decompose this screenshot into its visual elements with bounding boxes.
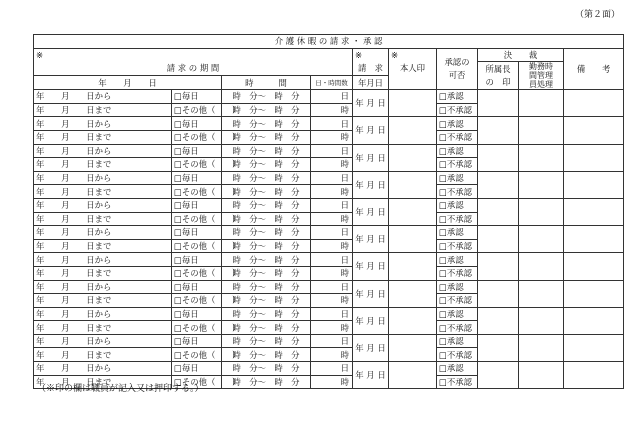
time-range-field[interactable]: 時 分～ 時 分 bbox=[222, 212, 311, 226]
hour-count-field[interactable]: 時 bbox=[311, 158, 353, 172]
time-head: 時 間 bbox=[222, 75, 311, 89]
head-seal-field[interactable] bbox=[478, 226, 519, 253]
request-row-top bbox=[34, 117, 624, 131]
to-date-field[interactable]: 年 月 日まで bbox=[34, 158, 172, 172]
other-checkbox[interactable]: □その他（ ） bbox=[172, 266, 222, 280]
request-row-top bbox=[34, 144, 624, 158]
time-range-field[interactable]: 時 分～ 時 分 bbox=[222, 362, 311, 376]
other-checkbox[interactable]: □その他（ ） bbox=[172, 321, 222, 335]
head-seal-field[interactable] bbox=[478, 117, 519, 144]
day-count-field[interactable]: 日 bbox=[311, 334, 353, 348]
time-range-field[interactable]: 時 分～ 時 分 bbox=[222, 307, 311, 321]
day-count-field[interactable]: 日 bbox=[311, 117, 353, 131]
time-range-field[interactable]: 時 分～ 時 分 bbox=[222, 226, 311, 240]
approve-checkbox[interactable]: □承認 bbox=[437, 307, 478, 321]
hour-count-field[interactable]: 時 bbox=[311, 375, 353, 389]
day-count-field[interactable]: 日 bbox=[311, 226, 353, 240]
reject-checkbox[interactable]: □不承認 bbox=[437, 239, 478, 253]
other-checkbox[interactable]: □その他（ ） bbox=[172, 375, 222, 389]
head-seal-field[interactable] bbox=[478, 144, 519, 171]
request-date-field[interactable]: 年 月 日 bbox=[353, 226, 389, 253]
from-date-field[interactable]: 年 月 日から bbox=[34, 144, 172, 158]
request-date-field[interactable]: 年 月 日 bbox=[353, 144, 389, 171]
request-row-top bbox=[34, 253, 624, 267]
reject-checkbox[interactable]: □不承認 bbox=[437, 103, 478, 117]
head-seal-field[interactable] bbox=[478, 307, 519, 334]
head-seal-field[interactable] bbox=[478, 90, 519, 117]
time-range-field[interactable]: 時 分～ 時 分 bbox=[222, 321, 311, 335]
to-date-field[interactable]: 年 月 日まで bbox=[34, 130, 172, 144]
remarks-field[interactable] bbox=[564, 117, 624, 144]
reject-checkbox[interactable]: □不承認 bbox=[437, 212, 478, 226]
req-date-head-2: 年月日 bbox=[353, 75, 389, 89]
request-row-top bbox=[34, 307, 624, 321]
self-seal-field[interactable] bbox=[389, 362, 437, 389]
count-head: 日・時間数 bbox=[311, 75, 353, 89]
request-date-field[interactable]: 年 月 日 bbox=[353, 198, 389, 225]
hour-count-field[interactable]: 時 bbox=[311, 266, 353, 280]
head-seal-field[interactable] bbox=[478, 280, 519, 307]
from-date-field[interactable]: 年 月 日から bbox=[34, 362, 172, 376]
from-date-field[interactable]: 年 月 日から bbox=[34, 90, 172, 104]
request-date-field[interactable]: 年 月 日 bbox=[353, 253, 389, 280]
remarks-field[interactable] bbox=[564, 280, 624, 307]
attendance-field[interactable] bbox=[519, 171, 564, 198]
head-seal-field[interactable] bbox=[478, 253, 519, 280]
to-date-field[interactable]: 年 月 日まで bbox=[34, 375, 172, 389]
attendance-field[interactable] bbox=[519, 253, 564, 280]
reject-checkbox[interactable]: □不承認 bbox=[437, 130, 478, 144]
decision-head: 決 裁 bbox=[478, 48, 564, 62]
self-seal-mark: ※ bbox=[389, 48, 437, 62]
to-date-field[interactable]: 年 月 日まで bbox=[34, 348, 172, 362]
other-checkbox[interactable]: □その他（ ） bbox=[172, 185, 222, 199]
self-seal-field[interactable] bbox=[389, 144, 437, 171]
to-date-field[interactable]: 年 月 日まで bbox=[34, 266, 172, 280]
day-count-field[interactable]: 日 bbox=[311, 253, 353, 267]
to-date-field[interactable]: 年 月 日まで bbox=[34, 212, 172, 226]
from-date-field[interactable]: 年 月 日から bbox=[34, 253, 172, 267]
approval-head-1: 承認の bbox=[444, 56, 470, 67]
remarks-field[interactable] bbox=[564, 90, 624, 117]
daily-checkbox[interactable]: □毎日 bbox=[172, 362, 222, 376]
approve-checkbox[interactable]: □承認 bbox=[437, 334, 478, 348]
to-date-field[interactable]: 年 月 日まで bbox=[34, 239, 172, 253]
attendance-head-2: 間管理 bbox=[529, 71, 553, 81]
head-seal-field[interactable] bbox=[478, 198, 519, 225]
self-seal-field[interactable] bbox=[389, 307, 437, 334]
other-checkbox[interactable]: □その他（ ） bbox=[172, 348, 222, 362]
remarks-field[interactable] bbox=[564, 334, 624, 361]
req-date-mark: ※ bbox=[353, 48, 389, 62]
request-date-field[interactable]: 年 月 日 bbox=[353, 280, 389, 307]
day-count-field[interactable]: 日 bbox=[311, 307, 353, 321]
page-label: （第２面） bbox=[574, 10, 620, 20]
leave-request-form-table bbox=[33, 34, 624, 389]
time-range-field[interactable]: 時 分～ 時 分 bbox=[222, 185, 311, 199]
time-range-field[interactable]: 時 分～ 時 分 bbox=[222, 90, 311, 104]
approve-checkbox[interactable]: □承認 bbox=[437, 253, 478, 267]
period-title: 請 求 の 期 間 bbox=[34, 62, 353, 76]
from-date-field[interactable]: 年 月 日から bbox=[34, 117, 172, 131]
other-checkbox[interactable]: □その他（ ） bbox=[172, 103, 222, 117]
self-seal-field[interactable] bbox=[389, 198, 437, 225]
remarks-field[interactable] bbox=[564, 307, 624, 334]
time-range-field[interactable]: 時 分～ 時 分 bbox=[222, 130, 311, 144]
approve-checkbox[interactable]: □承認 bbox=[437, 90, 478, 104]
reject-checkbox[interactable]: □不承認 bbox=[437, 294, 478, 308]
approve-checkbox[interactable]: □承認 bbox=[437, 362, 478, 376]
attendance-field[interactable] bbox=[519, 90, 564, 117]
head-seal-field[interactable] bbox=[478, 171, 519, 198]
hour-count-field[interactable]: 時 bbox=[311, 130, 353, 144]
request-row-top bbox=[34, 280, 624, 294]
approve-checkbox[interactable]: □承認 bbox=[437, 198, 478, 212]
hour-count-field[interactable]: 時 bbox=[311, 103, 353, 117]
daily-checkbox[interactable]: □毎日 bbox=[172, 117, 222, 131]
approval-head-2: 可否 bbox=[448, 69, 466, 80]
hour-count-field[interactable]: 時 bbox=[311, 321, 353, 335]
time-range-field[interactable]: 時 分～ 時 分 bbox=[222, 375, 311, 389]
time-range-field[interactable]: 時 分～ 時 分 bbox=[222, 198, 311, 212]
reject-checkbox[interactable]: □不承認 bbox=[437, 321, 478, 335]
remarks-field[interactable] bbox=[564, 144, 624, 171]
other-checkbox[interactable]: □その他（ ） bbox=[172, 239, 222, 253]
daily-checkbox[interactable]: □毎日 bbox=[172, 144, 222, 158]
self-seal-field[interactable] bbox=[389, 171, 437, 198]
self-seal-head: 本人印 bbox=[389, 62, 437, 90]
time-range-field[interactable]: 時 分～ 時 分 bbox=[222, 239, 311, 253]
hour-count-field[interactable]: 時 bbox=[311, 185, 353, 199]
head-seal-field[interactable] bbox=[478, 362, 519, 389]
other-checkbox[interactable]: □その他（ ） bbox=[172, 130, 222, 144]
remarks-field[interactable] bbox=[564, 253, 624, 280]
head-seal-head bbox=[478, 62, 519, 90]
request-date-field[interactable]: 年 月 日 bbox=[353, 90, 389, 117]
head-seal-head-1: 所属長 bbox=[485, 63, 511, 74]
request-row-top bbox=[34, 226, 624, 240]
to-date-field[interactable]: 年 月 日まで bbox=[34, 321, 172, 335]
attendance-field[interactable] bbox=[519, 198, 564, 225]
request-date-field[interactable]: 年 月 日 bbox=[353, 307, 389, 334]
remarks-field[interactable] bbox=[564, 171, 624, 198]
attendance-field[interactable] bbox=[519, 144, 564, 171]
reject-checkbox[interactable]: □不承認 bbox=[437, 348, 478, 362]
daily-checkbox[interactable]: □毎日 bbox=[172, 280, 222, 294]
footnote: （※印の欄は職員が記入又は押印する。） bbox=[37, 384, 204, 394]
attendance-field[interactable] bbox=[519, 334, 564, 361]
day-count-field[interactable]: 日 bbox=[311, 144, 353, 158]
daily-checkbox[interactable]: □毎日 bbox=[172, 334, 222, 348]
self-seal-field[interactable] bbox=[389, 280, 437, 307]
hour-count-field[interactable]: 時 bbox=[311, 212, 353, 226]
day-count-field[interactable]: 日 bbox=[311, 171, 353, 185]
attendance-head-1: 勤務時 bbox=[529, 62, 553, 72]
time-range-field[interactable]: 時 分～ 時 分 bbox=[222, 266, 311, 280]
from-date-field[interactable]: 年 月 日から bbox=[34, 307, 172, 321]
hour-count-field[interactable]: 時 bbox=[311, 239, 353, 253]
request-date-field[interactable]: 年 月 日 bbox=[353, 117, 389, 144]
date-head: 年 月 日 bbox=[34, 75, 222, 89]
time-range-field[interactable]: 時 分～ 時 分 bbox=[222, 103, 311, 117]
other-checkbox[interactable]: □その他（ ） bbox=[172, 294, 222, 308]
request-date-field[interactable]: 年 月 日 bbox=[353, 171, 389, 198]
approve-checkbox[interactable]: □承認 bbox=[437, 226, 478, 240]
attendance-field[interactable] bbox=[519, 280, 564, 307]
reject-checkbox[interactable]: □不承認 bbox=[437, 266, 478, 280]
time-range-field[interactable]: 時 分～ 時 分 bbox=[222, 117, 311, 131]
attendance-head bbox=[519, 62, 564, 90]
approval-head bbox=[437, 48, 478, 90]
remarks-head: 備 考 bbox=[564, 48, 624, 90]
time-range-field[interactable]: 時 分～ 時 分 bbox=[222, 158, 311, 172]
time-range-field[interactable]: 時 分～ 時 分 bbox=[222, 253, 311, 267]
remarks-field[interactable] bbox=[564, 226, 624, 253]
remarks-field[interactable] bbox=[564, 362, 624, 389]
time-range-field[interactable]: 時 分～ 時 分 bbox=[222, 348, 311, 362]
attendance-head-3: 員処理 bbox=[529, 80, 553, 90]
remarks-field[interactable] bbox=[564, 198, 624, 225]
daily-checkbox[interactable]: □毎日 bbox=[172, 198, 222, 212]
request-row-top bbox=[34, 334, 624, 348]
daily-checkbox[interactable]: □毎日 bbox=[172, 307, 222, 321]
head-seal-head-2: の 印 bbox=[485, 76, 511, 87]
from-date-field[interactable]: 年 月 日から bbox=[34, 226, 172, 240]
approve-checkbox[interactable]: □承認 bbox=[437, 280, 478, 294]
hour-count-field[interactable]: 時 bbox=[311, 294, 353, 308]
day-count-field[interactable]: 日 bbox=[311, 362, 353, 376]
approve-checkbox[interactable]: □承認 bbox=[437, 171, 478, 185]
approve-checkbox[interactable]: □承認 bbox=[437, 144, 478, 158]
reject-checkbox[interactable]: □不承認 bbox=[437, 158, 478, 172]
hour-count-field[interactable]: 時 bbox=[311, 348, 353, 362]
day-count-field[interactable]: 日 bbox=[311, 280, 353, 294]
reject-checkbox[interactable]: □不承認 bbox=[437, 375, 478, 389]
req-date-head-1: 請 求 bbox=[353, 62, 389, 76]
daily-checkbox[interactable]: □毎日 bbox=[172, 171, 222, 185]
reject-checkbox[interactable]: □不承認 bbox=[437, 185, 478, 199]
time-range-field[interactable]: 時 分～ 時 分 bbox=[222, 294, 311, 308]
attendance-field[interactable] bbox=[519, 226, 564, 253]
time-range-field[interactable]: 時 分～ 時 分 bbox=[222, 144, 311, 158]
attendance-field[interactable] bbox=[519, 307, 564, 334]
to-date-field[interactable]: 年 月 日まで bbox=[34, 294, 172, 308]
from-date-field[interactable]: 年 月 日から bbox=[34, 280, 172, 294]
day-count-field[interactable]: 日 bbox=[311, 90, 353, 104]
to-date-field[interactable]: 年 月 日まで bbox=[34, 185, 172, 199]
head-seal-field[interactable] bbox=[478, 334, 519, 361]
daily-checkbox[interactable]: □毎日 bbox=[172, 226, 222, 240]
from-date-field[interactable]: 年 月 日から bbox=[34, 171, 172, 185]
request-date-field[interactable]: 年 月 日 bbox=[353, 362, 389, 389]
request-row-top bbox=[34, 198, 624, 212]
to-date-field[interactable]: 年 月 日まで bbox=[34, 103, 172, 117]
form-title: 介 護 休 暇 の 請 求 ・ 承 認 bbox=[34, 35, 624, 49]
time-range-field[interactable]: 時 分～ 時 分 bbox=[222, 280, 311, 294]
other-checkbox[interactable]: □その他（ ） bbox=[172, 212, 222, 226]
time-range-field[interactable]: 時 分～ 時 分 bbox=[222, 171, 311, 185]
daily-checkbox[interactable]: □毎日 bbox=[172, 253, 222, 267]
self-seal-field[interactable] bbox=[389, 90, 437, 117]
request-date-field[interactable]: 年 月 日 bbox=[353, 334, 389, 361]
self-seal-field[interactable] bbox=[389, 117, 437, 144]
from-date-field[interactable]: 年 月 日から bbox=[34, 334, 172, 348]
self-seal-field[interactable] bbox=[389, 226, 437, 253]
daily-checkbox[interactable]: □毎日 bbox=[172, 90, 222, 104]
other-checkbox[interactable]: □その他（ ） bbox=[172, 158, 222, 172]
period-mark: ※ bbox=[34, 48, 311, 62]
time-range-field[interactable]: 時 分～ 時 分 bbox=[222, 334, 311, 348]
from-date-field[interactable]: 年 月 日から bbox=[34, 198, 172, 212]
self-seal-field[interactable] bbox=[389, 334, 437, 361]
approve-checkbox[interactable]: □承認 bbox=[437, 117, 478, 131]
request-row-top bbox=[34, 362, 624, 376]
attendance-field[interactable] bbox=[519, 362, 564, 389]
attendance-field[interactable] bbox=[519, 117, 564, 144]
day-count-field[interactable]: 日 bbox=[311, 198, 353, 212]
self-seal-field[interactable] bbox=[389, 253, 437, 280]
request-row-top bbox=[34, 90, 624, 104]
request-row-top bbox=[34, 171, 624, 185]
